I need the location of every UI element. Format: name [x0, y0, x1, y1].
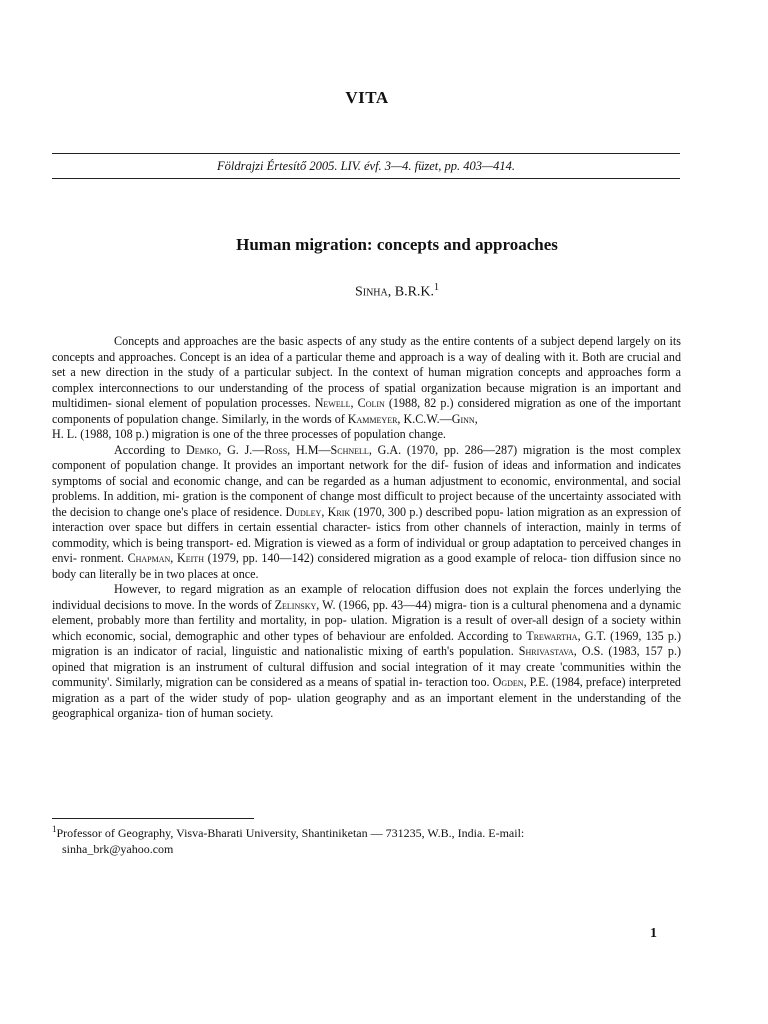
section-heading: VITA	[345, 88, 389, 107]
cited-author: Kammeyer	[347, 411, 398, 426]
footnote	[52, 822, 681, 857]
text-run: , K.C.W.—	[397, 411, 452, 426]
text-run: (1970, 300 p.) described popu- lation migration as an expression of interaction over space but differs in certain essential character- istics from other channels of interaction, mainly in terms of commodity, which is being transport- ed. Migration is viewed as a form of individual or group adaptation to perceived changes in envi- ronment.	[52, 504, 682, 565]
author-surname: Sinha	[354, 284, 388, 300]
cited-author: Zelinsky	[274, 597, 317, 612]
article-body	[52, 334, 681, 722]
top-rule	[52, 153, 680, 154]
cited-author: Ross	[264, 442, 288, 457]
text-run: According to	[114, 442, 186, 457]
cited-author: Demko	[185, 442, 219, 457]
article-title: Human migration: concepts and approaches	[236, 235, 558, 254]
paragraph-3	[52, 582, 681, 722]
author-line	[52, 282, 742, 301]
footnote-mark: 1	[52, 824, 57, 834]
footnote-text: Professor of Geography, Visva-Bharati University, Shantiniketan — 731235, W.B., India. E-mail:	[56, 826, 525, 840]
paragraph-2	[52, 443, 681, 583]
cited-author: Chapman, Keith	[127, 551, 204, 565]
text-run: , O.S. (1983, 157 p.) opined that migration is an instrument of cultural diffusion and social integration of it may create 'communities within the community'. Similarly, migration can be considered as a means of spatial in- teraction too.	[52, 644, 681, 689]
text-run: , H.M—	[287, 442, 331, 457]
cited-author: Newell, Colin	[314, 396, 385, 410]
cited-author: Trewartha	[526, 628, 578, 643]
text-run: Concepts and approaches are the basic aspects of any study as the entire contents of a subject depend largely on its concepts and approaches. Concept is an idea of a particular theme and approach is a way of dealing with it. Both are crucial and set a new direction in the study of a particular subject. In the context of human migration concepts and approaches form a complex interconnections to our understanding of the process of spatial organization because migration is an important and multidimen- sional element of population processes.	[52, 334, 681, 410]
text-run: (1988, 82 p.) considered migration as one of the important components of population change. Similarly, in the words of	[52, 396, 681, 426]
page-number: 1	[650, 926, 657, 941]
cited-author: Schnell	[330, 442, 369, 457]
text-run: , P.E. (1984, preface) interpreted migration as a part of the wider study of pop- ulation geography and as an important element in the understanding of the geographical organiza- tion of human society.	[52, 675, 681, 720]
text-run: , G.T. (1969, 135 p.) migration is an indicator of racial, linguistic and nationalistic mixing of earth's population.	[52, 628, 681, 658]
footnote-rule	[52, 818, 254, 819]
bottom-rule	[52, 178, 680, 179]
text-run: However, to regard migration as an example of relocation diffusion does not explain the forces underlying the individual decisions to move. In the words of	[52, 582, 681, 612]
journal-citation: Földrajzi Értesítő 2005. LIV. évf. 3—4. füzet, pp. 403—414.	[216, 159, 516, 173]
cited-author: Ogden	[492, 675, 524, 689]
text-run: , G.A. (1970, pp. 286—287) migration is the most complex component of population change. It provides an important network for the dif- fusion of ideas and information and indicates symptoms of social and economic change, and can be regarded as a human adjustment to economic, environmental, and social problems. In addition, mi- gration is the component of change most difficult to project because of the uncertainty associated with the decision to change one's place of residence.	[52, 442, 681, 519]
cited-author: Shrivastava	[518, 644, 574, 658]
paragraph-1	[52, 334, 681, 427]
text-run: ,	[474, 411, 478, 426]
text-run: , G. J.—	[218, 442, 265, 457]
paragraph-1-continued: H. L. (1988, 108 p.) migration is one of the three processes of population change.	[52, 427, 446, 441]
footnote-email: sinha_brk@yahoo.com	[62, 841, 174, 856]
text-run: , W. (1966, pp. 43—44) migra- tion is a cultural phenomena and a dynamic element, probably more than fertility and mortality, in pop- ulation. Migration is a result of over-all design of a society within which economic, social, demographic and other types of behaviour are enfolded. According to	[52, 597, 681, 643]
cited-author: Dudley, Krik	[285, 504, 351, 519]
footnote-line	[52, 822, 681, 842]
cited-author: Ginn	[451, 411, 475, 426]
author-initials: , B.R.K.	[387, 284, 435, 300]
author-footnote-mark: 1	[434, 282, 440, 293]
text-run: (1979, pp. 140—142) considered migration as a good example of reloca- tion diffusion since no body can literally be in two places at once.	[52, 551, 681, 581]
